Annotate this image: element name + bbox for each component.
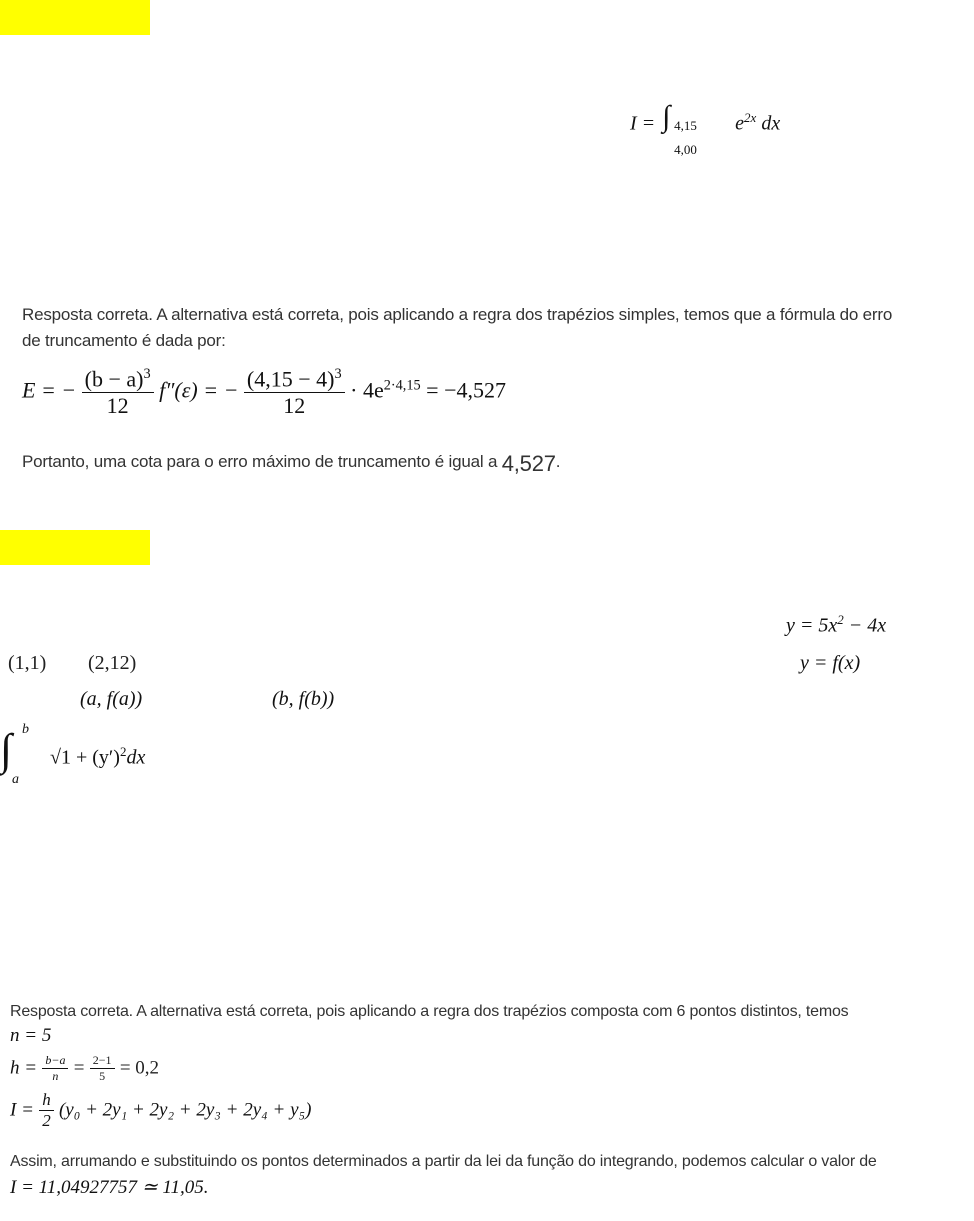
answer2-n: n = 5 [10, 1025, 52, 1046]
answer2-h-formula: h = $\frac{b-a}{n}$ = $\frac{2-1}{5}$ = 0,2 [10, 1053, 160, 1083]
point-b: (b, f(b)) [272, 688, 335, 710]
highlight-block-1 [0, 0, 150, 35]
generic-function: y = f(x) [800, 652, 861, 674]
arc-length-integral: ∫ b a $√1 + (y')^2dx$ [0, 722, 146, 787]
answer2-i-formula: I = $\frac{h}{2}$ (y₀ + 2y₁ + 2y₂ + 2y₃ + 2y₄ + y₅) [10, 1090, 312, 1130]
point-a: (a, f(a)) [80, 688, 143, 710]
function-formula: $y = 5x^2 - 4x$ [786, 612, 887, 637]
error-formula: E = − $\frac{(b - a)^3}{12}$ f″(ε) = − $\frac{(4,15 - 4)^3}{12}$ · $4e^{2\cdot 4,15} = -4,527$ [22, 366, 506, 419]
answer2-line2: Assim, arrumando e substituindo os pontos determinados a partir da lei da função do integrando, podemos calcular o valor de [10, 1153, 877, 1170]
answer1-conclusion: Portanto, uma cota para o erro máximo de truncamento é igual a 4,527. [22, 451, 561, 476]
integral-formula: I = ∫ 4,15 4,00 $e^{2x}$ dx [630, 99, 781, 157]
point-2: (2,12) [88, 652, 137, 674]
answer1-line2: de truncamento é dada por: [22, 331, 226, 350]
answer2-final: I = 11,04927757 ≃ 11,05. [10, 1177, 209, 1198]
answer2-line1: Resposta correta. A alternativa está correta, pois aplicando a regra dos trapézios composta com 6 pontos distintos, temos [10, 1003, 849, 1020]
point-1: (1,1) [8, 652, 47, 674]
answer1-line1: Resposta correta. A alternativa está correta, pois aplicando a regra dos trapézios simples, temos que a fórmula do erro [22, 305, 893, 324]
highlight-block-2 [0, 530, 150, 565]
